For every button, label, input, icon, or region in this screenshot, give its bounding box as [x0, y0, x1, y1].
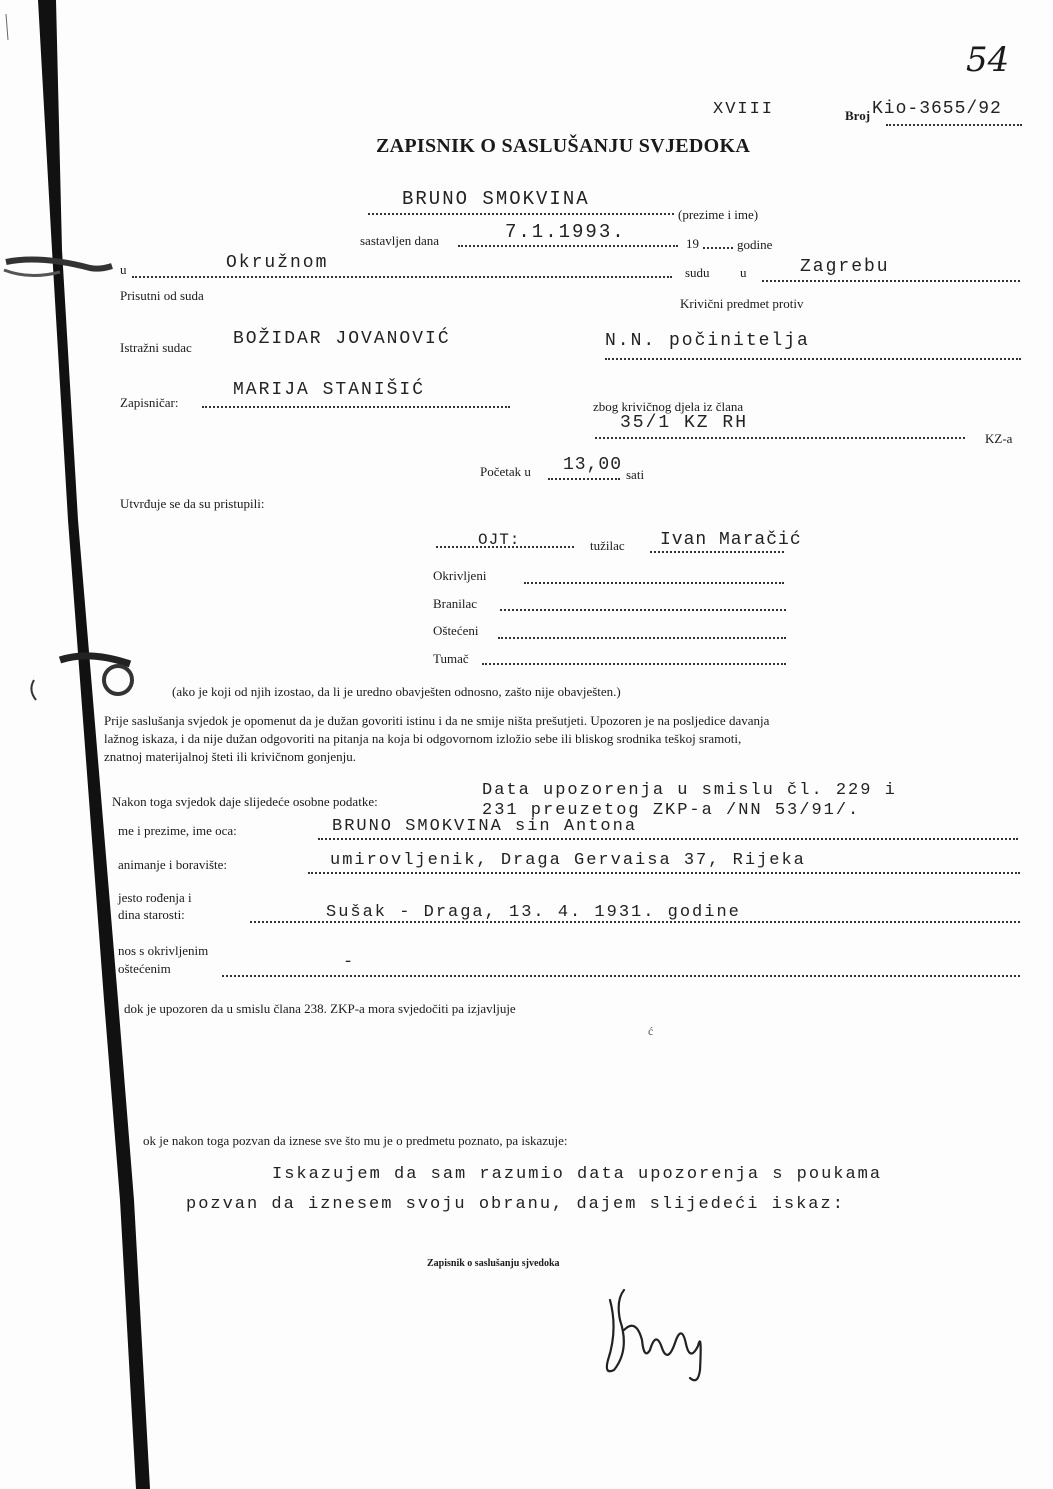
- attended-label: Utvrđuje se da su pristupili:: [120, 496, 265, 511]
- counsel-label: Branilac: [433, 596, 478, 611]
- warning-line-1: Prije saslušanja svjedok je opomenut da je dužan govoriti istinu i da ne smije ništa prešutjeti. Upozoren je na posljedice davanja: [104, 713, 770, 728]
- present-label: Prisutni od suda: [120, 288, 204, 303]
- page-number: 54: [966, 40, 1010, 80]
- prosecutor-value: Ivan Maračić: [660, 530, 802, 550]
- name-caption: (prezime i ime): [678, 207, 759, 222]
- warning-typed-2: 231 preuzetog ZKP-a /NN 53/91/.: [482, 801, 861, 820]
- warning-line-3: znatnoj materijalnoj šteti ili krivičnom gonjenju.: [104, 749, 357, 764]
- defendant-label: Okrivljeni: [433, 568, 487, 583]
- birth-value: Sušak - Draga, 13. 4. 1931. godine: [326, 903, 741, 922]
- start-value: 13,00: [563, 455, 623, 475]
- judge-label: Istražni sudac: [120, 340, 192, 355]
- document-title: ZAPISNIK O SASLUŠANJU SVJEDOKA: [376, 135, 751, 157]
- footer-caption: Zapisnik o saslušanju sjvedoka: [427, 1258, 560, 1269]
- court-u2: u: [740, 265, 747, 280]
- judge-value: BOŽIDAR JOVANOVIĆ: [233, 329, 451, 349]
- broj-label: Broj: [845, 108, 871, 123]
- obligation-text: dok je upozoren da u smislu člana 238. ZKP-a mora svjedočiti pa izjavljuje: [124, 1001, 516, 1016]
- court-u: u: [120, 262, 127, 277]
- court-city: Zagrebu: [800, 257, 890, 277]
- clerk-value: MARIJA STANIŠIĆ: [233, 380, 426, 400]
- job-value: umirovljenik, Draga Gervaisa 37, Rijeka: [330, 851, 806, 870]
- witness-name: BRUNO SMOKVINA: [402, 188, 590, 210]
- signature-graphic: [590, 1270, 730, 1390]
- accused-value: N.N. počinitelja: [605, 331, 810, 351]
- case-label: Krivični predmet protiv: [680, 296, 804, 311]
- start-label: Početak u: [480, 464, 531, 479]
- interpreter-label: Tumač: [433, 651, 469, 666]
- start-suffix: sati: [626, 467, 645, 482]
- injured-label: Oštećeni: [433, 623, 479, 638]
- warning-line-2: lažnog iskaza, i da nije dužan odgovoriti na pitanja na koja bi odgovornom izložio sebe ili bliskog srodnika teškoj sramoti,: [104, 731, 742, 746]
- relation-label-2: oštećenim: [118, 961, 171, 976]
- court-type: Okružnom: [226, 253, 329, 273]
- date-label: sastavljen dana: [360, 233, 440, 248]
- relation-value: -: [343, 953, 356, 972]
- warning-typed-1: Data upozorenja u smislu čl. 229 i: [482, 781, 897, 800]
- invite-text: ok je nakon toga pozvan da iznese sve što mu je o predmetu poznato, pa iskazuje:: [143, 1133, 568, 1148]
- broj-value: Kio-3655/92: [872, 99, 1002, 119]
- statement-line-1: Iskazujem da sam razumio data upozorenja s poukama: [272, 1165, 883, 1184]
- court-sudu: sudu: [685, 265, 710, 280]
- series-mark: XVIII: [713, 100, 775, 119]
- job-label: animanje i boravište:: [118, 857, 228, 872]
- absent-note: (ako je koji od njih izostao, da li je uredno obavješten odnosno, zašto nije obavješten.): [172, 684, 621, 699]
- name-label: me i prezime, ime oca:: [118, 823, 237, 838]
- offense-suffix: KZ-a: [985, 431, 1013, 446]
- birth-label-1: jesto rođenja i: [118, 890, 192, 905]
- statement-line-2: pozvan da iznesem svoju obranu, dajem slijedeći iskaz:: [186, 1195, 845, 1214]
- document-page: 54 XVIII Broj Kio-3655/92 ZAPISNIK O SASLUŠANJU SVJEDOKA BRUNO SMOKVINA (prezime i ime) sastavljen dana 7.1.1993. 19 godine u Okružnom sudu u Zagrebu Prisutni od suda Krivični predmet protiv Istražni sudac BOŽIDAR JOVANOVIĆ N.N. počinitelja Zapisničar: MARIJA STANIŠIĆ zbog krivičnog djela iz člana 35/1 KZ RH KZ-a Početak u 13,00 sati Utvrđuje se da su pristupili: OJT: tužilac Ivan Maračić Okrivljeni Branilac Oštećeni Tumač (ako je koji od njih izostao, da li je uredno obavješten odnosno, zašto nije obavješten.) Prije saslušanja svjedok je opomenut da je dužan govoriti istinu i da ne smije ništa prešutjeti. Upozoren je na posljedice davanja lažnog iskaza, i da nije dužan odgovoriti na pitanja na koja bi odgovornom izložio sebe ili bliskog srodnika teškoj sramoti, znatnoj materijalnoj šteti ili krivičnom gonjenju. Data upozorenja u smislu čl. 229 i 231 preuzetog ZKP-a /NN 53/91/. Nakon toga svjedok daje slijedeće osobne podatke: me i prezime, ime oca: BRUNO SMOKVINA sin Antona animanje i boravište: umirovljenik, Draga Gervaisa 37, Rijeka jesto rođenja i dina starosti: Sušak - Draga, 13. 4. 1931. godine nos s okrivljenim oštećenim - dok je upozoren da u smislu člana 238. ZKP-a mora svjedočiti pa izjavljuje ć ok je nakon toga pozvan da iznese sve što mu je o predmetu poznato, pa iskazuje: Iskazujem da sam razumio data upozorenja s poukama pozvan da iznesem svoju obranu, dajem slijedeći iskaz: Zapisnik o saslušanju sjvedoka: [0, 0, 1053, 1489]
- relation-label-1: nos s okrivljenim: [118, 943, 209, 958]
- year-prefix: 19: [686, 236, 699, 251]
- prosecutor-label: tužilac: [590, 538, 625, 553]
- name-value: BRUNO SMOKVINA sin Antona: [332, 817, 638, 836]
- offense-label: zbog krivičnog djela iz člana: [593, 399, 744, 414]
- date-value: 7.1.1993.: [505, 221, 626, 243]
- date-suffix: godine: [737, 237, 773, 252]
- clerk-label: Zapisničar:: [120, 395, 179, 410]
- ojt-value: OJT:: [478, 531, 521, 549]
- birth-label-2: dina starosti:: [118, 907, 185, 922]
- offense-value: 35/1 KZ RH: [620, 413, 749, 433]
- personal-intro: Nakon toga svjedok daje slijedeće osobne podatke:: [112, 794, 378, 809]
